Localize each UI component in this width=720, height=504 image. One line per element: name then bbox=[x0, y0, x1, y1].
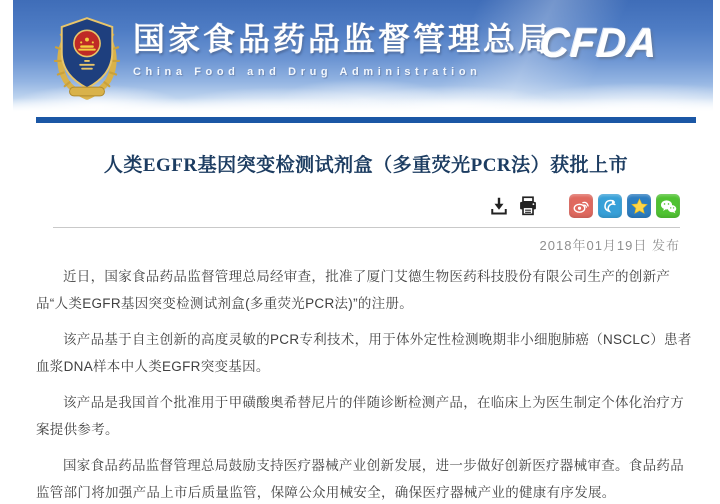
article-title: 人类EGFR基因突变检测试剂盒（多重荧光PCR法）获批上市 bbox=[103, 155, 629, 176]
agency-name-zh: 国家食品药品监督管理总局 bbox=[133, 21, 554, 57]
article-paragraph: 该产品是我国首个批准用于甲磺酸奥希替尼片的伴随诊断检测产品，在临床上为医生制定个体化治疗方案提供参考。 bbox=[36, 395, 684, 437]
header-brand bbox=[53, 14, 553, 100]
article-paragraph: 近日，国家食品药品监督管理总局经审查，批准了厦门艾德生物医药科技股份有限公司生产的创新产品“人类EGFR基因突变检测试剂盒(多重荧光PCR法)”的注册。 bbox=[36, 269, 671, 311]
title-divider bbox=[53, 227, 680, 228]
article-paragraph: 该产品基于自主创新的高度灵敏的PCR专利技术，用于体外定性检测晚期非小细胞肺癌（NSCLC）患者血浆DNA样本中人类EGFR突变基因。 bbox=[36, 332, 692, 374]
tencent-weibo-share-icon[interactable] bbox=[598, 194, 622, 218]
article-body bbox=[36, 264, 696, 504]
wechat-share-icon[interactable] bbox=[656, 194, 680, 218]
accent-bar bbox=[36, 117, 696, 123]
qzone-share-icon[interactable] bbox=[627, 194, 651, 218]
agency-name-block bbox=[133, 14, 553, 78]
share-buttons bbox=[569, 194, 680, 218]
cfda-emblem-icon bbox=[53, 16, 121, 100]
agency-name-en: China Food and Drug Administration bbox=[133, 66, 482, 78]
header-banner bbox=[13, 0, 713, 113]
cfda-logo: CFDA bbox=[538, 20, 660, 66]
article-paragraph: 国家食品药品监督管理总局鼓励支持医疗器械产业创新发展，进一步做好创新医疗器械审查。食品药品监管部门将加强产品上市后质量监管，保障公众用械安全，确保医疗器械产业的健康有序发展。 bbox=[36, 458, 684, 500]
print-icon[interactable] bbox=[518, 195, 538, 217]
weibo-share-icon[interactable] bbox=[569, 194, 593, 218]
article-toolbar bbox=[36, 193, 696, 219]
publish-date: 2018年01月19日 发布 bbox=[539, 238, 680, 253]
article bbox=[36, 140, 696, 504]
download-icon[interactable] bbox=[489, 195, 509, 217]
